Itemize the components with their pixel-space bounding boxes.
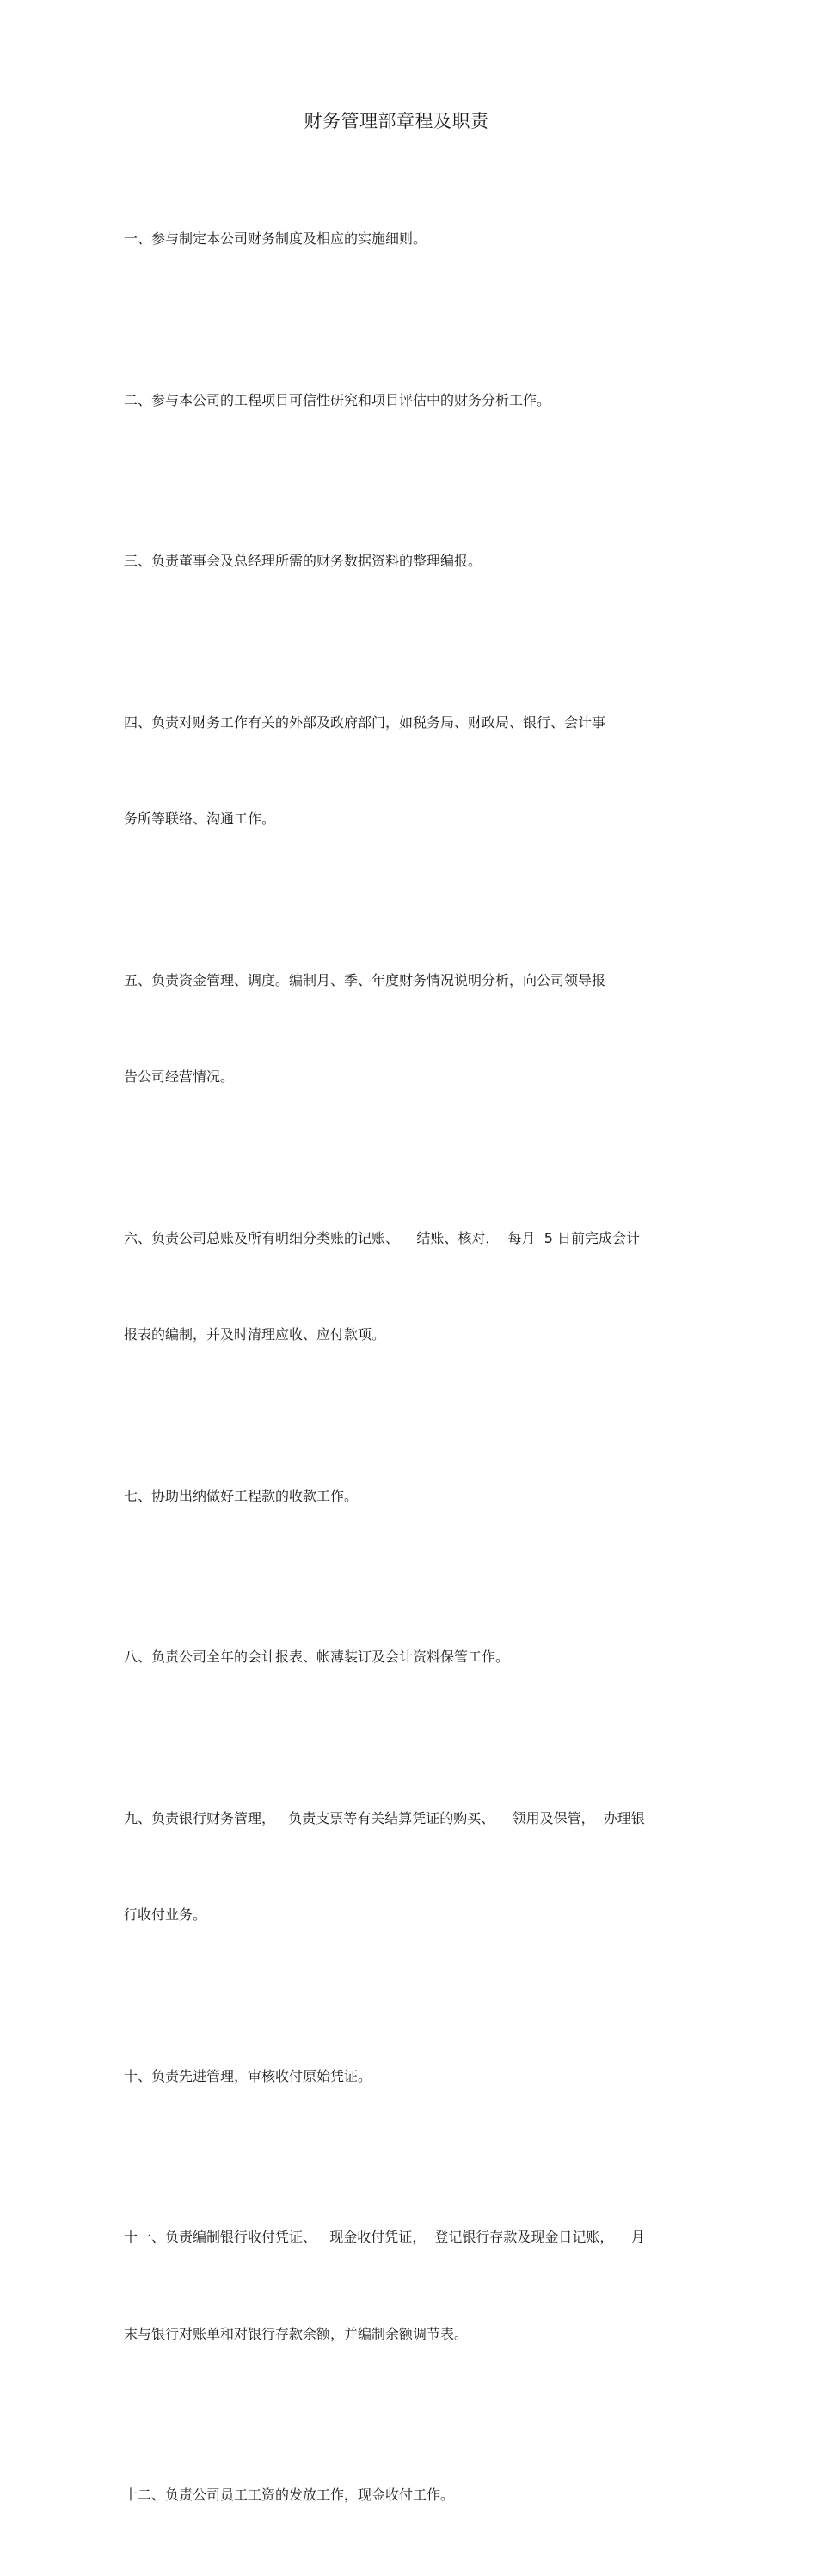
list-item	[124, 1996, 695, 2157]
item-line: 报表的编制，并及时清理应收、应付款项。	[124, 1326, 386, 1343]
list-item	[124, 320, 695, 481]
list-item	[124, 2157, 695, 2414]
item-line: 行收付业务。	[124, 1906, 207, 1923]
list-item	[124, 900, 695, 1158]
item-line: 十一、负责编制银行收付凭证、 现金收付凭证， 登记银行存款及现金日记账， 月	[124, 2229, 645, 2245]
list-item	[124, 158, 695, 320]
list-item	[124, 642, 695, 900]
item-line: 告公司经营情况。	[124, 1068, 235, 1085]
item-line: 务所等联络、沟通工作。	[124, 811, 276, 827]
list-item	[124, 1576, 695, 1738]
list-item	[124, 480, 695, 642]
item-line: 九、负责银行财务管理， 负责支票等有关结算凭证的购买、 领用及保管， 办理银	[124, 1809, 645, 1826]
item-line: 三、负责董事会及总经理所需的财务数据资料的整理编报。	[124, 553, 482, 569]
list-item	[124, 2414, 695, 2576]
list-item	[124, 1416, 695, 1577]
item-line: 六、负责公司总账及所有明细分类账的记账、 结账、核对， 每月 5 日前完成会计	[124, 1229, 640, 1246]
item-line: 七、协助出纳做好工程款的收款工作。	[124, 1487, 359, 1504]
item-line: 末与银行对账单和对银行存款余额，并编制余额调节表。	[124, 2325, 469, 2342]
list-item	[124, 1158, 695, 1416]
item-line: 八、负责公司全年的会计报表、帐薄装订及会计资料保管工作。	[124, 1649, 510, 1665]
item-line: 二、参与本公司的工程项目可信性研究和项目评估中的财务分析工作。	[124, 391, 551, 408]
item-line: 五、负责资金管理、调度。编制月、季、年度财务情况说明分析，向公司领导报	[124, 971, 606, 988]
document-body	[124, 158, 695, 2576]
document-title: 财务管理部章程及职责	[304, 111, 489, 132]
item-line: 十二、负责公司员工工资的发放工作，现金收付工作。	[124, 2487, 455, 2503]
list-item	[124, 1738, 695, 1996]
item-line: 四、负责对财务工作有关的外部及政府部门，如税务局、财政局、银行、会计事	[124, 713, 606, 731]
item-line: 一、参与制定本公司财务制度及相应的实施细则。	[124, 230, 427, 247]
item-line: 十、负责先进管理，审核收付原始凭证。	[124, 2067, 372, 2084]
